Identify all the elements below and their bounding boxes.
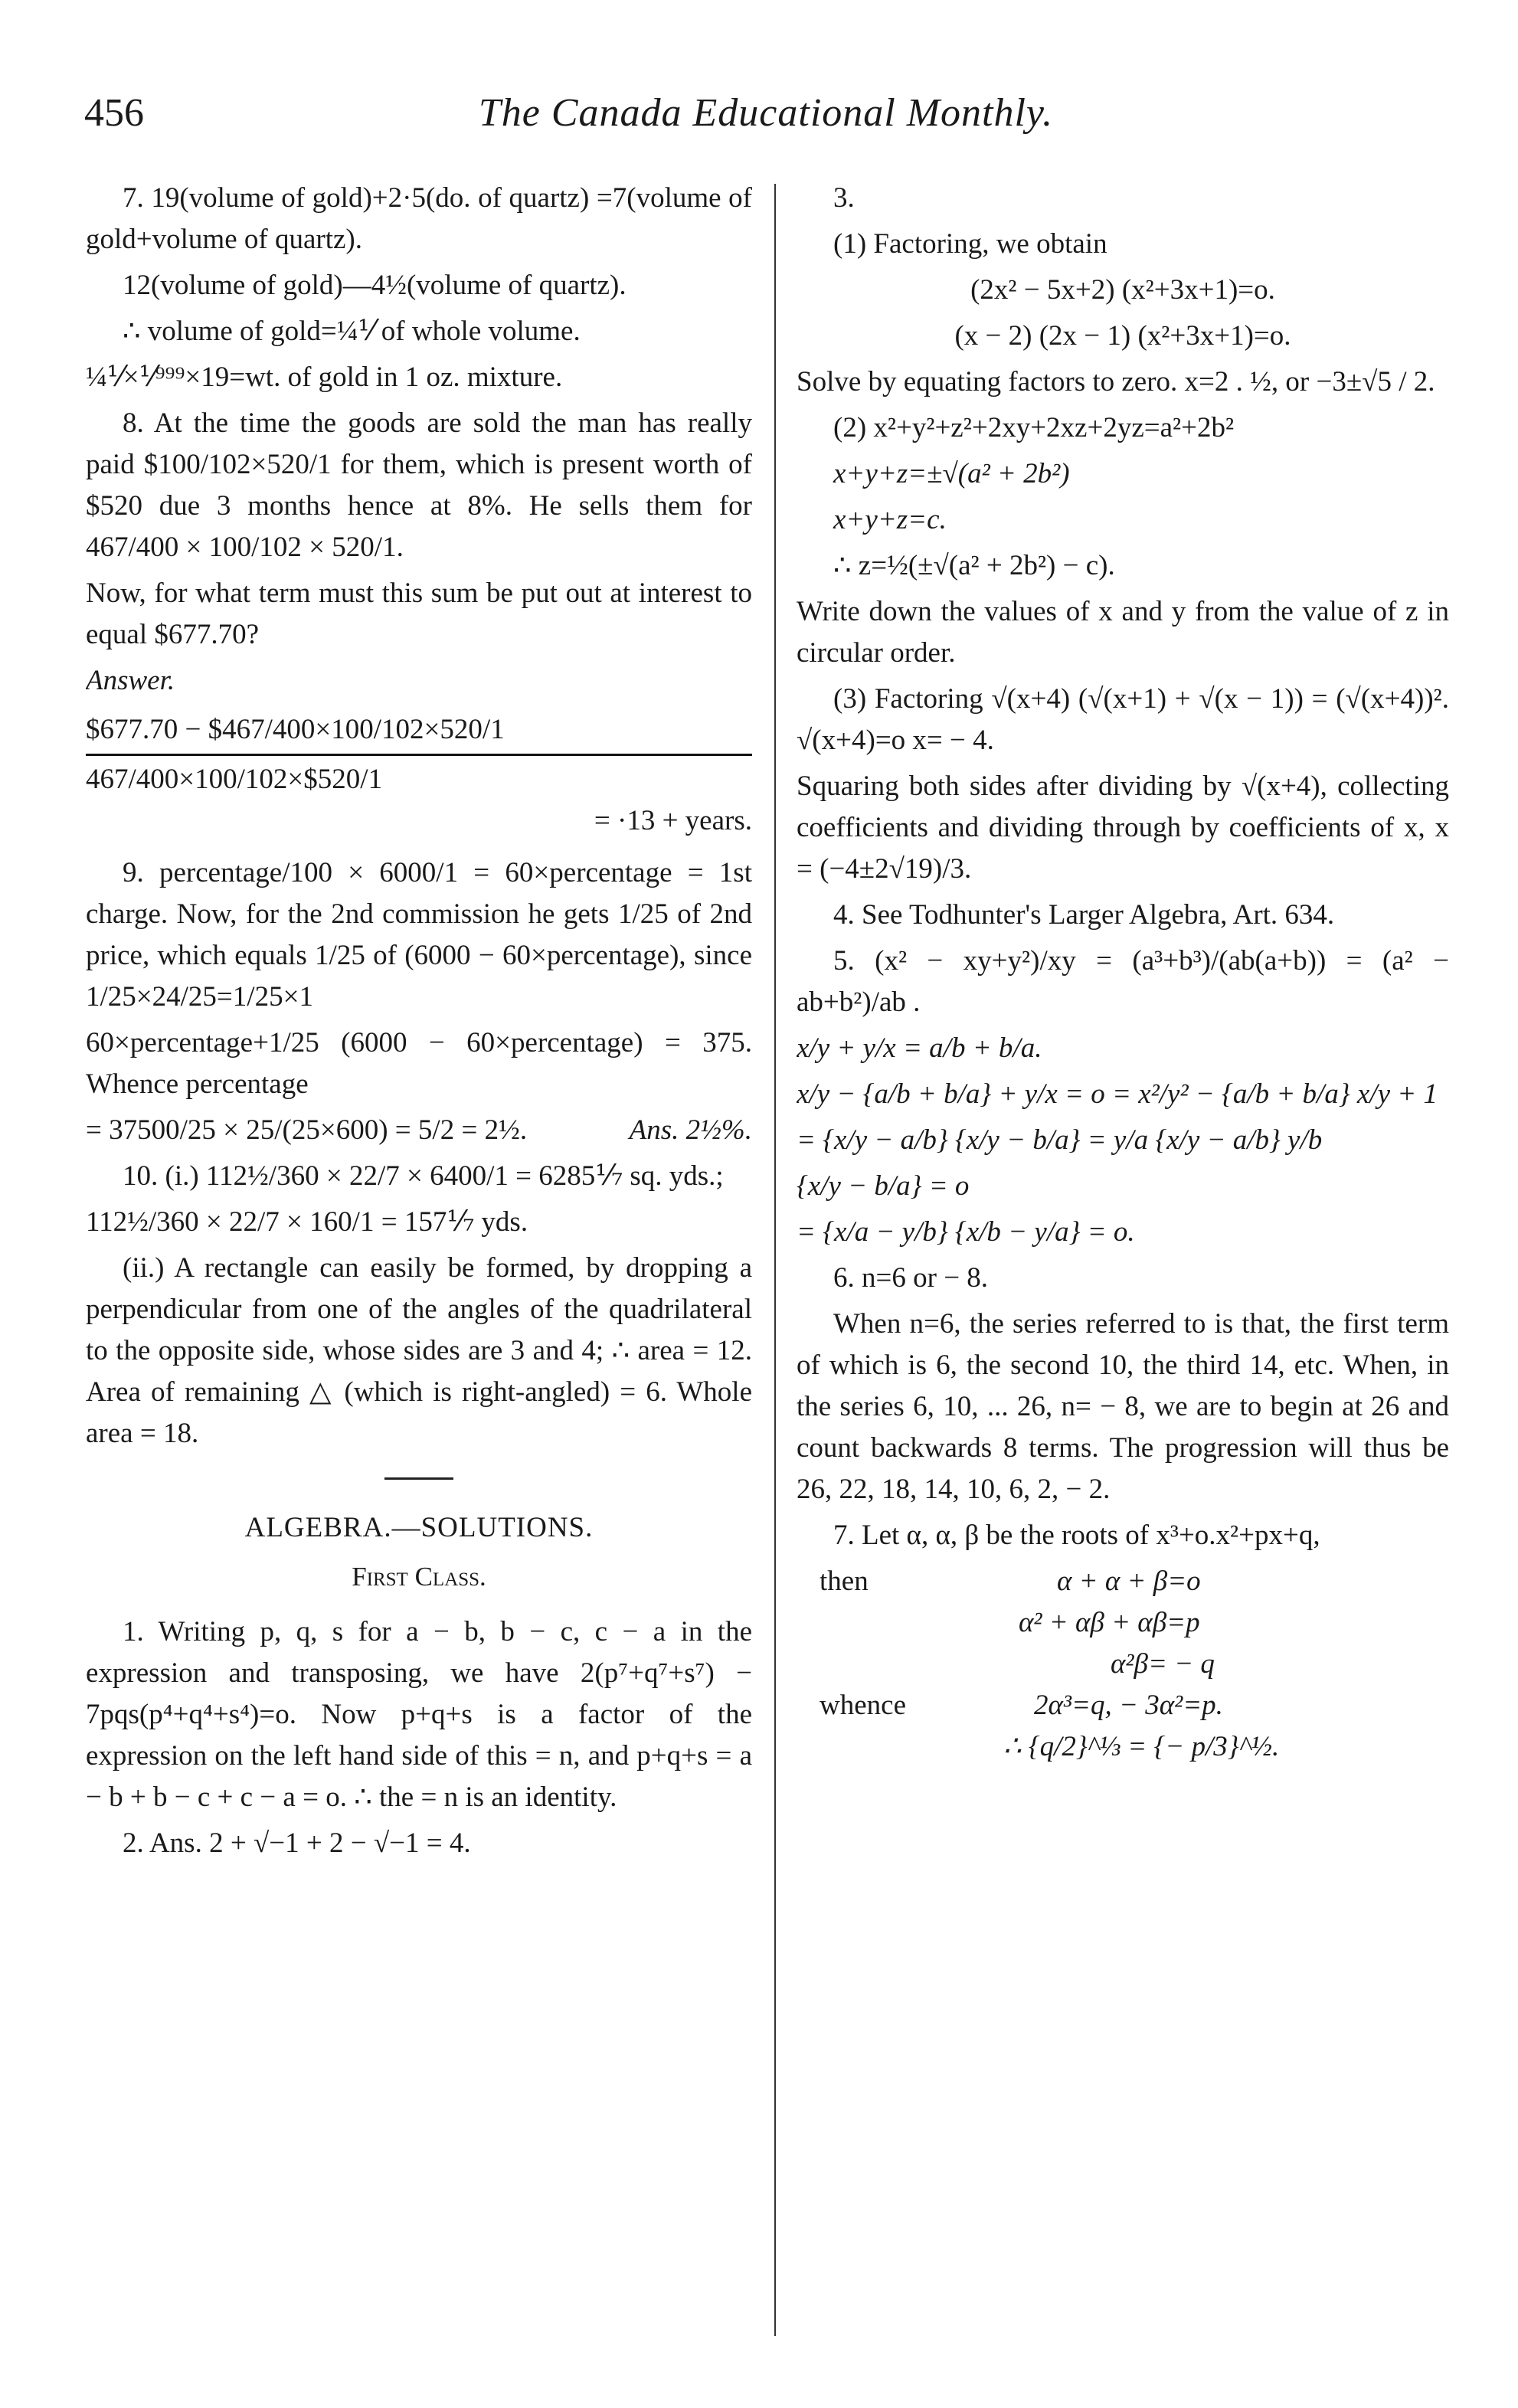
problem-3-part-2: (2) x²+y²+z²+2xy+2xz+2yz=a²+2b²	[833, 412, 1235, 443]
problem-7-row-2	[820, 1602, 1449, 1644]
problem-3-solve: Solve by equating factors to zero. x=2 . ½, or −3±√5 / 2.	[797, 366, 1435, 398]
running-title: The Canada Educational Monthly.	[478, 91, 1054, 135]
problem-3-part-3: (3) Factoring √(x+4) (√(x+1) + √(x − 1)) = (√(x+4))². √(x+4)=o x= − 4.	[797, 683, 1449, 756]
section-subheading: First Class.	[352, 1562, 486, 1592]
algebra-problem-7: 7. Let α, α, β be the roots of x³+o.x²+px+q,	[833, 1520, 1320, 1551]
algebra-problem-1: 1. Writing p, q, s for a − b, b − c, c − a in the expression and transposing, we have 2(p⁷+q⁷+s⁷) − 7pqs(p⁴+q⁴+s⁴)=o. Now p+q+s is a factor of the expression on the left hand side of this = n, and p+q+s = a − b + b − c + c − a = o. ∴ the = n is an identity.	[86, 1616, 752, 1813]
problem-5-eq-1: x/y + y/x = a/b + b/a.	[797, 1032, 1042, 1064]
problem-9-equation: = 37500/25 × 25/(25×600) = 5/2 = 2½.	[86, 1114, 528, 1146]
algebra-problem-6: 6. n=6 or − 8.	[833, 1262, 989, 1294]
problem-5-eq-3: = {x/y − a/b} {x/y − b/a} = y/a {x/y − a/b} y/b	[797, 1124, 1323, 1156]
problem-7-eq-3: α²β= − q	[1111, 1648, 1215, 1680]
problem-5-eq-2: x/y − {a/b + b/a} + y/x = o = x²/y² − {a/b + b/a} x/y + 1	[797, 1078, 1438, 1110]
answer-denominator: 467/400×100/102×$520/1	[86, 764, 383, 795]
algebra-problem-3: 3.	[833, 182, 855, 214]
problem-7-equations	[820, 1561, 1449, 1768]
right-column	[797, 178, 1449, 2368]
problem-3-eq-3: x+y+z=±√(a² + 2b²)	[833, 458, 1070, 489]
section-rule	[384, 1477, 453, 1480]
problem-5-eq-4: {x/y − b/a} = o	[797, 1170, 970, 1202]
problem-7-line-1: 7. 19(volume of gold)+2·5(do. of quartz) =7(volume of gold+volume of quartz).	[86, 182, 752, 255]
problem-6-text: When n=6, the series referred to is that, the first term of which is 6, the second 10, the third 14, etc. When, in the series 6, 10, ... 26, n= − 8, we are to begin at 26 and count backwards 8 terms. The progression will thus be 26, 22, 18, 14, 10, 6, 2, − 2.	[797, 1308, 1449, 1505]
algebra-problem-4: 4. See Todhunter's Larger Algebra, Art. 634.	[833, 899, 1335, 931]
problem-7-row-5	[820, 1726, 1449, 1768]
problem-7-line-2: 12(volume of gold)—4½(volume of quartz).	[123, 270, 627, 301]
problem-7-eq-5: ∴ {q/2}^⅓ = {− p/3}^½.	[1003, 1731, 1280, 1762]
answer-numerator: $677.70 − $467/400×100/102×520/1	[86, 709, 752, 756]
problem-10-part-1b: 112½/360 × 22/7 × 160/1 = 157⅐ yds.	[86, 1206, 528, 1238]
answer-fraction	[86, 709, 752, 842]
problem-3-eq-5: ∴ z=½(±√(a² + 2b²) − c).	[833, 550, 1115, 581]
problem-7-eq-4: 2α³=q, − 3α²=p.	[1034, 1690, 1223, 1721]
problem-5-eq-5: = {x/a − y/b} {x/b − y/a} = o.	[797, 1216, 1135, 1248]
answer-result: = ·13 + years.	[594, 805, 752, 836]
problem-10-part-2: (ii.) A rectangle can easily be formed, by dropping a perpendicular from one of the angles of the quadrilateral to the opposite side, whose sides are 3 and 4; ∴ area = 12. Area of remaining △ (which is right-angled) = 6. Whole area = 18.	[86, 1252, 752, 1449]
left-column	[86, 178, 752, 2368]
problem-9-answer: Ans. 2½%.	[629, 1114, 752, 1146]
problem-3-eq-2: (x − 2) (2x − 1) (x²+3x+1)=o.	[954, 320, 1291, 352]
problem-7-eq-2: α² + αβ + αβ=p	[1019, 1607, 1200, 1638]
page-number: 456	[84, 91, 144, 135]
problem-8-question: Now, for what term must this sum be put out at interest to equal $677.70?	[86, 577, 752, 650]
problem-3-part-3b: Squaring both sides after dividing by √(x+4), collecting coefficients and dividing through by coefficients of x, x = (−4±2√19)/3.	[797, 770, 1449, 885]
problem-7-eq-1: α + α + β=o	[1057, 1566, 1201, 1597]
problem-7-row-3	[820, 1644, 1449, 1685]
problem-9-text: 9. percentage/100 × 6000/1 = 60×percentage = 1st charge. Now, for the 2nd commission he gets 1/25 of 2nd price, which equals 1/25 of (6000 − 60×percentage), since 1/25×24/25=1/25×1	[86, 857, 752, 1013]
answer-label: Answer.	[86, 665, 175, 696]
problem-3-eq-1: (2x² − 5x+2) (x²+3x+1)=o.	[970, 274, 1275, 306]
problem-3-part-1: (1) Factoring, we obtain	[833, 228, 1107, 260]
algebra-problem-5: 5. (x² − xy+y²)/xy = (a³+b³)/(ab(a+b)) = (a² − ab+b²)/ab .	[797, 945, 1449, 1018]
problem-7-line-3: ∴ volume of gold=¼⅟ of whole volume.	[123, 316, 581, 347]
problem-3-eq-4: x+y+z=c.	[833, 504, 947, 535]
problem-10-part-1: 10. (i.) 112½/360 × 22/7 × 6400/1 = 6285⅐ sq. yds.;	[123, 1160, 724, 1192]
then-label: then	[820, 1566, 869, 1597]
problem-7-line-4: ¼⅟×⅟⁹⁹⁹×19=wt. of gold in 1 oz. mixture.	[86, 362, 563, 393]
problem-9-line-3	[86, 1110, 752, 1151]
problem-7-row-1	[820, 1561, 1449, 1602]
algebra-problem-2: 2. Ans. 2 + √−1 + 2 − √−1 = 4.	[123, 1827, 471, 1859]
column-divider	[774, 184, 776, 2336]
problem-8-text: 8. At the time the goods are sold the man has really paid $100/102×520/1 for them, which is present worth of $520 due 3 months hence at 8%. He sells them for 467/400 × 100/102 × 520/1.	[86, 407, 752, 563]
problem-3-instruction: Write down the values of x and y from the value of z in circular order.	[797, 596, 1449, 669]
problem-7-row-4	[820, 1685, 1449, 1726]
page-header	[84, 90, 1448, 152]
problem-9-line-2: 60×percentage+1/25 (6000 − 60×percentage) = 375. Whence percentage	[86, 1027, 752, 1100]
whence-label: whence	[820, 1690, 906, 1721]
section-heading: ALGEBRA.—SOLUTIONS.	[244, 1512, 594, 1543]
